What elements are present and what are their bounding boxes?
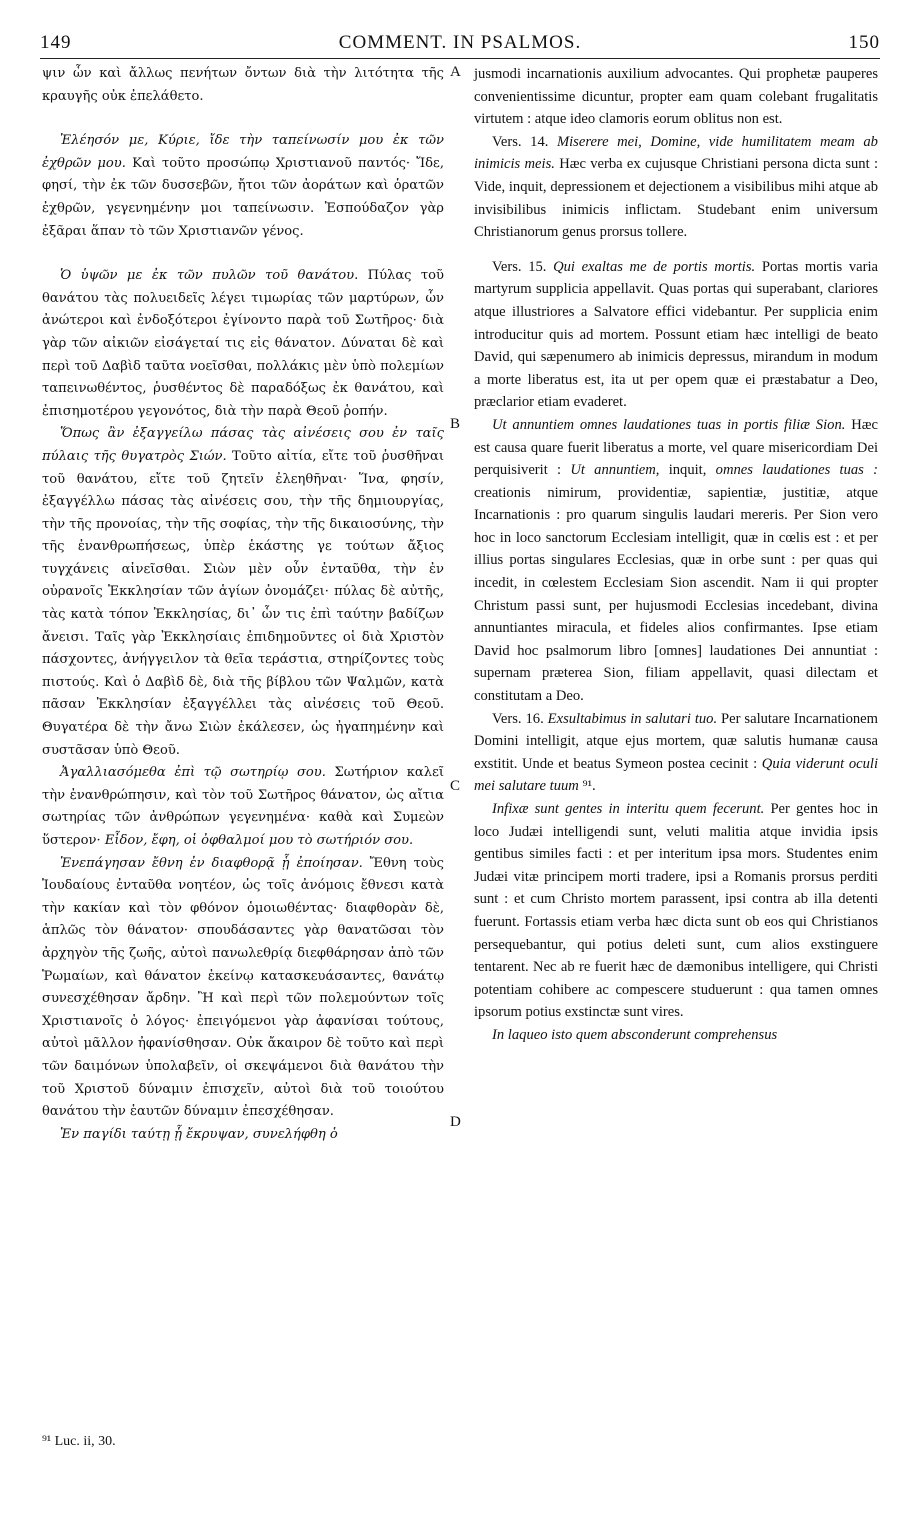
verse-label: Vers. 15. [492,258,547,275]
greek-lemma: Ὅπως ἂν ἐξαγγείλω πάσας τὰς αἰνέσεις σου ἐν ταῖς πύλαις τῆς θυγατρὸς Σιών. [42,426,444,464]
page-number-left: 149 [40,32,72,53]
verse-label: Vers. 14. [492,133,549,150]
latin-paragraph [474,1024,878,1047]
footnote: ⁹¹ Luc. ii, 30. [42,1434,116,1449]
latin-paragraph: jusmodi incarnationis auxilium advocantes. Qui prophetæ pauperes convenientissime dicuntur, propter eam quam colebant frugalitatis virtutem : atque ideo clamoris eorum oblitus non est. [474,66,878,128]
latin-lemma: Ut annuntiem omnes laudationes tuas in portis filiæ Sion. [492,416,846,433]
latin-text: Per salutare Incarnationem Domini intelligit, atque ejus mortem, quæ salutis humanæ causa exstitit. Unde et beatus Symeon postea cecinit : [474,710,878,772]
latin-lemma: Exsultabimus in salutari tuo. [547,710,718,727]
greek-text: Πύλας τοῦ θανάτου τὰς πολυειδεῖς λέγει τιμωρίας τῶν μαρτύρων, ὧν ἀνώτεροι καὶ ἐνδοξότεροι ἐγίνοντο παρὰ τοῦ Σωτῆρος· διὰ γὰρ τῶν αἰκιῶν εἰσάγεταί τις εἰς θάνατον. Δύναται δὲ καὶ περὶ τοῦ Δαβὶδ ταῦτα νοεῖσθαι, πολλάκις μὲν ὑπὸ πολεμίων ταπεινωθέντος, ῥυσθέντος δὲ παραδόξως ἐκ θανάτου, καὶ ἐπισημοτέρου γεγονότος, διὰ τὴν παρὰ Θεοῦ ῥοπήν. [42,268,444,419]
greek-paragraph [42,853,444,1124]
latin-quote: Quia viderunt oculi mei salutare tuum [474,755,879,795]
greek-text: Σωτήριον καλεῖ τὴν ἐνανθρώπησιν, καὶ τὸν τοῦ Σωτῆρος θάνατον, ὡς αἴτια σωτηρίας τῶν ἀνθρώπων γεγενημένα· καθὰ καὶ Συμεὼν ὕστερον· [42,765,444,848]
greek-lemma: Ἀγαλλιασόμεθα ἐπὶ τῷ σωτηρίῳ σου. [60,765,326,781]
greek-quote: Εἶδον, ἔφη, οἱ ὀφθαλμοί μου τὸ σωτήριόν σου. [104,833,414,848]
header-rule [40,58,880,59]
page-number-right: 150 [848,32,880,53]
latin-lemma: Miserere mei, Domine, vide humilitatem meam ab inimicis meis. [474,133,878,173]
latin-paragraph [474,256,878,414]
latin-lemma: Qui exaltas me de portis mortis. [553,258,756,275]
latin-column [474,63,878,1047]
margin-letter-d: D [450,1114,461,1130]
running-header [40,32,880,58]
greek-text: Καὶ τοῦτο προσώπῳ Χριστιανοῦ παντός· Ἴδε, φησί, τὴν ἐκ τῶν δυσσεβῶν, ἤτοι τῶν ἀοράτων καὶ ὁρατῶν ἐχθρῶν, γεγενημένην μοι ταπείνωσιν. Ἐσπούδαζον γὰρ ἐξᾶραι ἅπαν τὸ τῶν Χριστιανῶν γένος. [42,155,444,239]
latin-paragraph [474,131,878,244]
verse-label: Vers. 16. [492,710,544,727]
greek-lemma: Ὁ ὑψῶν με ἐκ τῶν πυλῶν τοῦ θανάτου. [60,268,359,284]
footnote-ref: ⁹¹. [582,778,596,795]
greek-paragraph [42,265,444,423]
greek-lemma: Ἐλέησόν με, Κύριε, ἴδε τὴν ταπείνωσίν μου ἐκ τῶν ἐχθρῶν μου. [42,133,444,171]
greek-paragraph [42,130,444,243]
greek-paragraph: ψιν ὧν καὶ ἄλλως πενήτων ὄντων διὰ τὴν λιτότητα τῆς κραυγῆς οὐκ ἐπελάθετο. [42,66,444,104]
latin-text: creationis nimirum, providentiæ, sapientiæ, justitiæ, atque Incarnationis : pro quarum singulis laudari mereris. Per Sion vero hoc in loco sanctorum Ecclesiam intelligit, quæ in cœlis est : et per illius portas singulares Ecclesias, quæ in orbe sunt : per quas qui incedit, in cœlestem Ecclesiam Sion ascendit. Nam ii qui propter Christum passi sunt, per hujusmodi Ecclesias incedebant, divina annuntiantes miracula, et fideles alios confirmantes. Ipse etiam David hoc psalmorum libro [omnes] laudationes Dei annuntiat : supernam præterea Sion, filiam appellavit, quasi dilectam et constitutam a Deo. [474,484,878,705]
margin-letter-b: B [450,416,461,432]
latin-quote: Ut annuntiem, [570,462,660,479]
greek-text: Τοῦτο αἰτία, εἴτε τοῦ ῥυσθῆναι τοῦ θανάτου, εἴτε τοῦ ζητεῖν ἐλεηθῆναι· Ἵνα, φησίν, ἐξαγγέλλω πάσας τὰς αἰνέσεις σου, τὴν τῆς δημιουργίας, τὴν τῆς προνοίας, τὴν τῆς σοφίας, τὴν τῆς δικαιοσύνης, τὴν τῆς ἐνανθρωπήσεως, ὑπὲρ ἑκάστης γε τούτων ἄξιος τυγχάνεις αἰνεῖσθαι. Σιὼν μὲν οὖν ἐνταῦθα, τὴν ἐν οὐρανοῖς Ἐκκλησίαν τῶν ἁγίων ὀνομάζει· πύλας δὲ αὐτῆς, τὰς κατὰ τόπον Ἐκκλησίας, δι᾽ ὧν τις ἐπὶ ταύτην βαδίζων ἄνεισι. Ταῖς γὰρ Ἐκκλησίαις ἐπιδημοῦντες οἱ διὰ Χριστὸν πάσχοντες, ἀνήγγειλον τὰ θεῖα τεράστια, στηρίζοντες τοὺς πιστούς. Καὶ ὁ Δαβὶδ δὲ, διὰ τῆς βίβλου τῶν Ψαλμῶν, κατὰ πᾶσαν Ἐκκλησίαν ἐξαγγέλλει τὰς αἰνέσεις τοῦ Θεοῦ. Θυγατέρα δὲ τὴν ἄνω Σιὼν ἐκάλεσεν, ὡς ἠγαπημένην καὶ συστᾶσαν ὑπὸ Θεοῦ. [42,448,444,758]
greek-column [42,63,444,1146]
running-title: COMMENT. IN PSALMOS. [338,32,582,53]
latin-lemma: Infixæ sunt gentes in interitu quem fecerunt. [492,801,765,817]
latin-paragraph [474,798,878,1024]
latin-text: inquit, [668,462,707,479]
latin-quote: omnes laudationes tuas : [715,462,878,479]
latin-lemma: In laqueo isto quem absconderunt comprehensus [492,1026,778,1043]
latin-paragraph [474,708,878,798]
greek-paragraph [42,762,444,852]
greek-text: Ἔθνη τοὺς Ἰουδαίους ἐνταῦθα νοητέον, ὡς τοῖς ἀνόμοις ἔθνεσι κατὰ τὴν κακίαν καὶ τὸν φθόνον ὁμοιωθέντας· διαφθορὰν δὲ, ἁπλῶς τὸν θάνατον· σπουδάσαντες γὰρ θανατῶσαι τὸν ἀρχηγὸν τῆς ζωῆς, αὐτοὶ πανωλεθρίᾳ διεφθάρησαν ἀπὸ τῶν Ῥωμαίων, καὶ θάνατον ἐκείνῳ κατασκευάσαντες, θανάτῳ συνεσχέθησαν ἄρδην. Ἢ καὶ περὶ τῶν πολεμούντων τοῖς Χριστιανοῖς ὁ λόγος· ἐπειγόμενοι γὰρ ἀφανίσαι τούτους, αὐτοὶ μᾶλλον ἠφανίσθησαν. Οὐκ ἄκαιρον δὲ τοῦτο καὶ περὶ τῶν δαιμόνων ὑπολαβεῖν, οἱ σκεψάμενοι διὰ θανάτου τὴν τοῦ Χριστοῦ δύναμιν ἐπισχεῖν, αὐτοὶ διὰ τοῦ τοιούτου θανάτου τὴν ἑαυτῶν δύναμιν ἐπεσχέθησαν. [42,855,444,1120]
latin-text: Portas mortis varia martyrum supplicia appellavit. Quas portas qui superabant, clariores atque illustriores a Salvatore effici videbantur. Per supplicia enim introducitur quis ad mortem. Possunt etiam hæc intelligi de beato David, qui sæpenumero ab inimicis depressus, mirandum in modum a morte liberatus est, ita ut per opem quæ ei præstabatur a Deo, præclarior etiam evaderet. [474,258,879,411]
margin-letter-c: C [450,778,461,794]
margin-letter-a: A [450,64,461,80]
latin-paragraph [474,414,878,708]
greek-lemma: Ἐνεπάγησαν ἔθνη ἐν διαφθορᾷ ᾗ ἐποίησαν. [60,855,363,871]
latin-text: Hæc verba ex cujusque Christiani persona dicta sunt : Vide, inquit, depressionem et dejectionem a visibilibus mihi atque ab invisibilibus inimicis inflictam. Studebant enim universum Christianorum genus prorsus tollere. [474,156,879,241]
greek-paragraph [42,423,444,762]
latin-text: Hæc est causa quare fuerit liberatus a morte, vel quare misericordiam Dei perquisiverit : [474,416,878,479]
latin-text: Per gentes hoc in loco Judæi intelligendi sunt, veluti malitia atque invidia ipsis gentibus similes facti : et per interitum ipsa mors. Studentes enim Judæi vitæ principem morti tradere, ipsi a Romanis prorsus perditi sunt : et cum Christo mortem parassent, ipsi contra ab illa detenti fuerunt. Fortassis etiam verba hæc dicta sunt ob eos qui Christianos persequebantur, qui potius deleti sunt, cum alios exstinguere tentarent. Nec ab re fuerit hæc de dæmonibus intelligere, qui Christi potentiam cohibere ac compescere studuerunt : qua tamen omnes ipsorum potius exstinctæ sunt vires. [474,801,878,1021]
greek-paragraph [42,1124,444,1147]
greek-lemma: Ἐν παγίδι ταύτῃ ᾗ ἔκρυψαν, συνελήφθη ὁ [60,1126,338,1142]
